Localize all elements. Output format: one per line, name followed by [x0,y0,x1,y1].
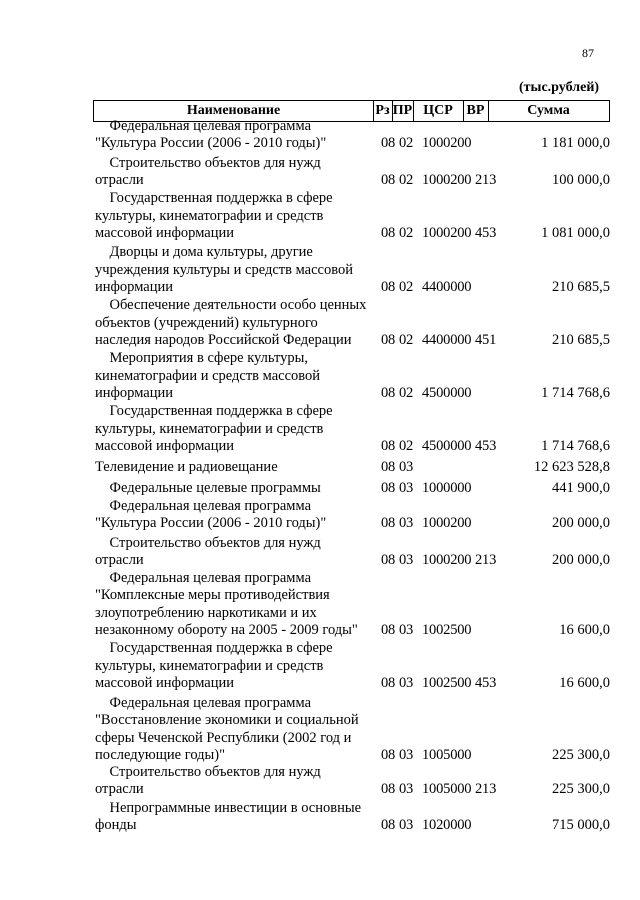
row-rz: 08 [381,332,396,349]
row-pr: 02 [399,172,414,189]
table-row [0,155,640,190]
row-name [95,403,380,456]
header-sum: Сумма [527,103,570,118]
row-name-line: отрасли [95,172,144,189]
row-csr: 1000200 [422,552,472,569]
row-name [95,459,380,477]
row-pr: 03 [399,515,414,532]
header-vr: ВР [463,101,489,121]
row-rz: 08 [381,552,396,569]
row-amount: 200 000,0 [552,552,610,569]
row-csr: 4400000 [422,332,472,349]
header-name: Наименование [94,101,374,121]
row-name-line: Строительство объектов для нужд [95,154,321,171]
row-name [95,480,380,498]
row-amount: 100 000,0 [552,172,610,189]
row-name-line: сферы Чеченской Республики (2002 год и [95,729,352,746]
row-csr: 1002500 [422,675,472,692]
row-vr: 453 [475,438,497,455]
table-row [0,570,640,640]
row-name [95,570,380,640]
row-amount: 200 000,0 [552,515,610,532]
table-row [0,800,640,835]
row-amount: 1 181 000,0 [541,135,610,152]
row-name-line: Федеральные целевые программы [95,480,321,497]
row-amount: 12 623 528,8 [533,459,610,476]
row-csr: 1000200 [422,172,472,189]
row-amount: 1 081 000,0 [541,225,610,242]
row-csr: 4500000 [422,385,472,402]
row-amount: 225 300,0 [552,781,610,798]
row-name-line: Дворцы и дома культуры, другие [95,244,313,261]
row-rz: 08 [381,515,396,532]
row-amount: 16 600,0 [559,622,610,639]
header-rz: Рз [373,101,393,121]
row-amount: 210 685,5 [552,279,610,296]
row-csr: 1000200 [422,515,472,532]
row-csr: 4500000 [422,438,472,455]
row-rz: 08 [381,817,396,834]
row-vr: 451 [475,332,497,349]
row-pr: 02 [399,135,414,152]
row-name-line: информации [95,385,173,402]
row-name [95,297,380,350]
row-name-line: Телевидение и радиовещание [95,459,278,476]
row-name-line: массовой информации [95,438,235,455]
row-pr: 03 [399,622,414,639]
row-pr: 03 [399,747,414,764]
row-name [95,118,380,153]
row-pr: 03 [399,459,414,476]
row-name-line: учреждения культуры и средств массовой [95,261,353,278]
row-name-line: массовой информации [95,225,235,242]
table-row [0,764,640,799]
row-vr: 213 [475,781,497,798]
row-vr: 213 [475,172,497,189]
row-csr: 1002500 [422,622,472,639]
row-pr: 02 [399,279,414,296]
row-pr: 02 [399,225,414,242]
row-csr: 1000000 [422,480,472,497]
table-row [0,535,640,570]
page-number: 87 [582,46,594,60]
table-row [0,459,640,477]
row-name-line: Федеральная целевая программа [95,117,311,134]
row-rz: 08 [381,172,396,189]
row-rz: 08 [381,480,396,497]
row-name-line: Мероприятия в сфере культуры, [95,350,308,367]
row-name [95,350,380,403]
row-name-line: отрасли [95,552,144,569]
row-rz: 08 [381,438,396,455]
row-rz: 08 [381,675,396,692]
row-rz: 08 [381,747,396,764]
row-name-line: кинематографии и средств массовой [95,367,321,384]
row-csr: 1000200 [422,135,472,152]
row-pr: 03 [399,675,414,692]
row-name [95,764,380,799]
row-name-line: наследия народов Российской Федерации [95,332,352,349]
row-name-line: культуры, кинематографии и средств [95,657,324,674]
row-name-line: Строительство объектов для нужд [95,534,321,551]
row-csr: 1020000 [422,817,472,834]
row-pr: 02 [399,438,414,455]
row-name [95,640,380,693]
row-name [95,535,380,570]
table-row [0,498,640,533]
row-vr: 453 [475,675,497,692]
row-pr: 03 [399,781,414,798]
row-rz: 08 [381,225,396,242]
row-amount: 225 300,0 [552,747,610,764]
row-vr: 213 [475,552,497,569]
table-row [0,350,640,403]
header-pr: ПР [392,101,414,121]
row-name-line: информации [95,279,173,296]
row-name-line: Строительство объектов для нужд [95,763,321,780]
row-amount: 715 000,0 [552,817,610,834]
row-rz: 08 [381,135,396,152]
row-rz: 08 [381,279,396,296]
row-amount: 1 714 768,6 [541,385,610,402]
row-pr: 03 [399,480,414,497]
table-row [0,480,640,498]
row-rz: 08 [381,781,396,798]
row-name-line: незаконному обороту на 2005 - 2009 годы" [95,622,358,639]
row-name-line: "Восстановление экономики и социальной [95,712,359,729]
header-csr: ЦСР [413,101,464,121]
row-name-line: фонды [95,817,137,834]
row-name-line: последующие годы)" [95,747,226,764]
row-name-line: культуры, кинематографии и средств [95,207,324,224]
row-name-line: Федеральная целевая программа [95,694,311,711]
row-name-line: Государственная поддержка в сфере [95,190,333,207]
row-name [95,800,380,835]
row-csr: 1000200 [422,225,472,242]
row-pr: 02 [399,385,414,402]
row-name-line: Федеральная целевая программа [95,497,311,514]
row-csr: 4400000 [422,279,472,296]
row-name-line: Непрограммные инвестиции в основные [95,799,362,816]
table-row [0,695,640,765]
row-name [95,498,380,533]
row-name-line: Федеральная целевая программа [95,569,311,586]
row-csr: 1005000 [422,781,472,798]
row-name-line: Обеспечение деятельности особо ценных [95,297,367,314]
row-rz: 08 [381,459,396,476]
row-vr: 453 [475,225,497,242]
row-pr: 03 [399,817,414,834]
table-row [0,640,640,693]
row-name-line: отрасли [95,781,144,798]
row-pr: 03 [399,552,414,569]
row-pr: 02 [399,332,414,349]
units-label: (тыс.рублей) [519,80,600,95]
row-name [95,695,380,765]
row-amount: 441 900,0 [552,480,610,497]
row-amount: 16 600,0 [559,675,610,692]
row-name [95,155,380,190]
row-name-line: злоупотреблению наркотиками и их [95,604,317,621]
table-row [0,244,640,297]
table-row [0,190,640,243]
row-name-line: объектов (учреждений) культурного [95,314,318,331]
row-name-line: массовой информации [95,675,235,692]
row-rz: 08 [381,622,396,639]
row-name-line: культуры, кинематографии и средств [95,420,324,437]
row-rz: 08 [381,385,396,402]
row-amount: 1 714 768,6 [541,438,610,455]
row-name-line: "Комплексные меры противодействия [95,587,330,604]
row-name-line: Государственная поддержка в сфере [95,403,333,420]
table-row [0,297,640,350]
row-name [95,190,380,243]
row-csr: 1005000 [422,747,472,764]
row-amount: 210 685,5 [552,332,610,349]
table-row [0,118,640,153]
row-name-line: "Культура России (2006 - 2010 годы)" [95,515,327,532]
row-name [95,244,380,297]
row-name-line: "Культура России (2006 - 2010 годы)" [95,135,327,152]
row-name-line: Государственная поддержка в сфере [95,640,333,657]
table-row [0,403,640,456]
